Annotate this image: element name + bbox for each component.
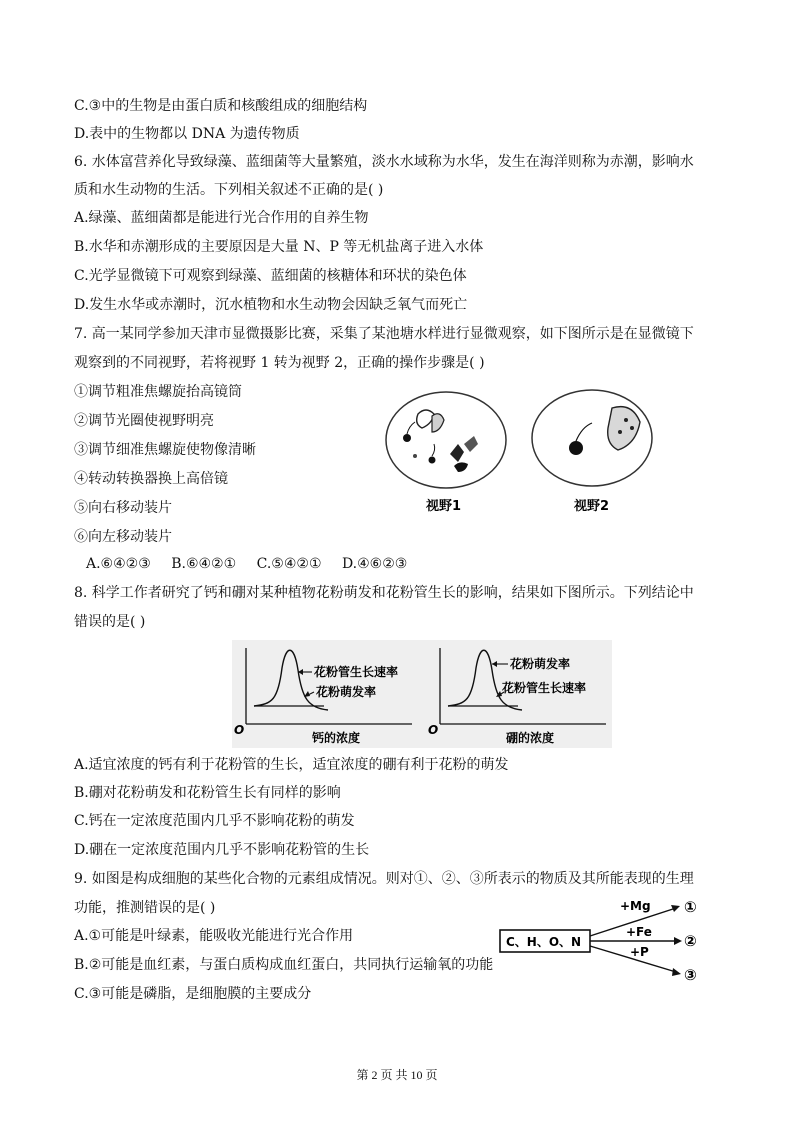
- output-1: ①: [684, 898, 697, 916]
- element-diagram: [498, 890, 718, 988]
- q7-option: C.⑤④②①: [256, 556, 322, 572]
- q7-step-1: ①调节粗准焦螺旋抬高镜筒: [74, 384, 242, 400]
- q9-option-c: C.③可能是磷脂，是细胞膜的主要成分: [74, 986, 312, 1002]
- microscope-figure: [380, 388, 680, 522]
- q7-step-3: ③调节细准焦螺旋使物像清晰: [74, 442, 256, 458]
- calcium-origin: O: [234, 723, 245, 737]
- q7-step-6: ⑥向左移动装片: [74, 529, 172, 545]
- q6-option-d: D.发生水华或赤潮时，沉水植物和水生动物会因缺乏氧气而死亡: [74, 297, 468, 313]
- view-2-label: 视野2: [574, 499, 610, 514]
- q7-stem-2: 观察到的不同视野，若将视野 1 转为视野 2，正确的操作步骤是( ): [74, 355, 485, 371]
- q8-stem-2: 错误的是( ): [74, 614, 146, 630]
- pollen-charts-svg: [232, 640, 612, 748]
- q7-step-4: ④转动转换器换上高倍镜: [74, 471, 228, 487]
- q7-option: A.⑥④②③: [86, 556, 151, 572]
- q7-option: B.⑥④②①: [171, 556, 237, 572]
- page-footer: 第 2 页 共 10 页: [356, 1068, 438, 1082]
- q6-option-c: C.光学显微镜下可观察到绿藻、蓝细菌的核糖体和环状的染色体: [74, 268, 467, 284]
- output-3: ③: [684, 966, 697, 984]
- q6-stem-2: 质和水生动物的生活。下列相关叙述不正确的是( ): [74, 182, 384, 198]
- q6-option-a: A.绿藻、蓝细菌都是能进行光合作用的自养生物: [74, 210, 369, 226]
- q7-step-2: ②调节光圈使视野明亮: [74, 413, 214, 429]
- q9-option-a: A.①可能是叶绿素，能吸收光能进行光合作用: [74, 928, 354, 944]
- view-1-label: 视野1: [426, 499, 462, 514]
- view-2-field: [532, 390, 652, 486]
- calcium-flat-label: 花粉萌发率: [316, 685, 377, 699]
- q5-option-c: C.③中的生物是由蛋白质和核酸组成的细胞结构: [74, 98, 368, 114]
- q6-option-b: B.水华和赤潮形成的主要原因是大量 N、P 等无机盐离子进入水体: [74, 239, 484, 255]
- q7-options: [86, 554, 423, 574]
- fe-label: +Fe: [626, 925, 652, 939]
- q8-option-c: C.钙在一定浓度范围内几乎不影响花粉的萌发: [74, 813, 355, 829]
- q7-step-5: ⑤向右移动装片: [74, 500, 172, 516]
- boron-origin: O: [428, 723, 439, 737]
- q8-option-b: B.硼对花粉萌发和花粉管生长有同样的影响: [74, 785, 341, 801]
- mg-label: +Mg: [620, 899, 651, 913]
- q8-option-d: D.硼在一定浓度范围内几乎不影响花粉管的生长: [74, 842, 370, 858]
- p-label: +P: [630, 945, 649, 959]
- output-2: ②: [684, 932, 697, 950]
- q9-option-b: B.②可能是血红素，与蛋白质构成血红蛋白，共同执行运输氧的功能: [74, 957, 494, 973]
- q7-stem-1: 7. 高一某同学参加天津市显微摄影比赛，采集了某池塘水样进行显微观察，如下图所示是在显微镜下: [74, 326, 694, 342]
- calcium-xlabel: 钙的浓度: [312, 731, 361, 745]
- microscope-views-svg: [380, 388, 680, 518]
- q8-option-a: A.适宜浓度的钙有利于花粉管的生长，适宜浓度的硼有利于花粉的萌发: [74, 757, 509, 773]
- q9-stem-1: 9. 如图是构成细胞的某些化合物的元素组成情况。则对①、②、③所表示的物质及其所能表现的生理: [74, 871, 694, 887]
- view-1-field: [386, 392, 506, 488]
- boron-flat-label: 花粉管生长速率: [502, 681, 587, 695]
- q7-option: D.④⑥②③: [341, 556, 408, 572]
- element-box-label: C、H、O、N: [506, 935, 582, 949]
- q9-stem-2: 功能，推测错误的是( ): [74, 900, 216, 916]
- pollen-chart-figure: [232, 640, 612, 752]
- q6-stem-1: 6. 水体富营养化导致绿藻、蓝细菌等大量繁殖，淡水水域称为水华，发生在海洋则称为赤潮，影响水: [74, 154, 694, 170]
- q8-stem-1: 8. 科学工作者研究了钙和硼对某种植物花粉萌发和花粉管生长的影响，结果如下图所示。下列结论中: [74, 585, 694, 601]
- boron-xlabel: 硼的浓度: [506, 731, 555, 745]
- boron-peak-label: 花粉萌发率: [510, 657, 571, 671]
- calcium-peak-label: 花粉管生长速率: [314, 665, 399, 679]
- element-diagram-svg: [498, 890, 718, 984]
- q5-option-d: D.表中的生物都以 DNA 为遗传物质: [74, 126, 300, 142]
